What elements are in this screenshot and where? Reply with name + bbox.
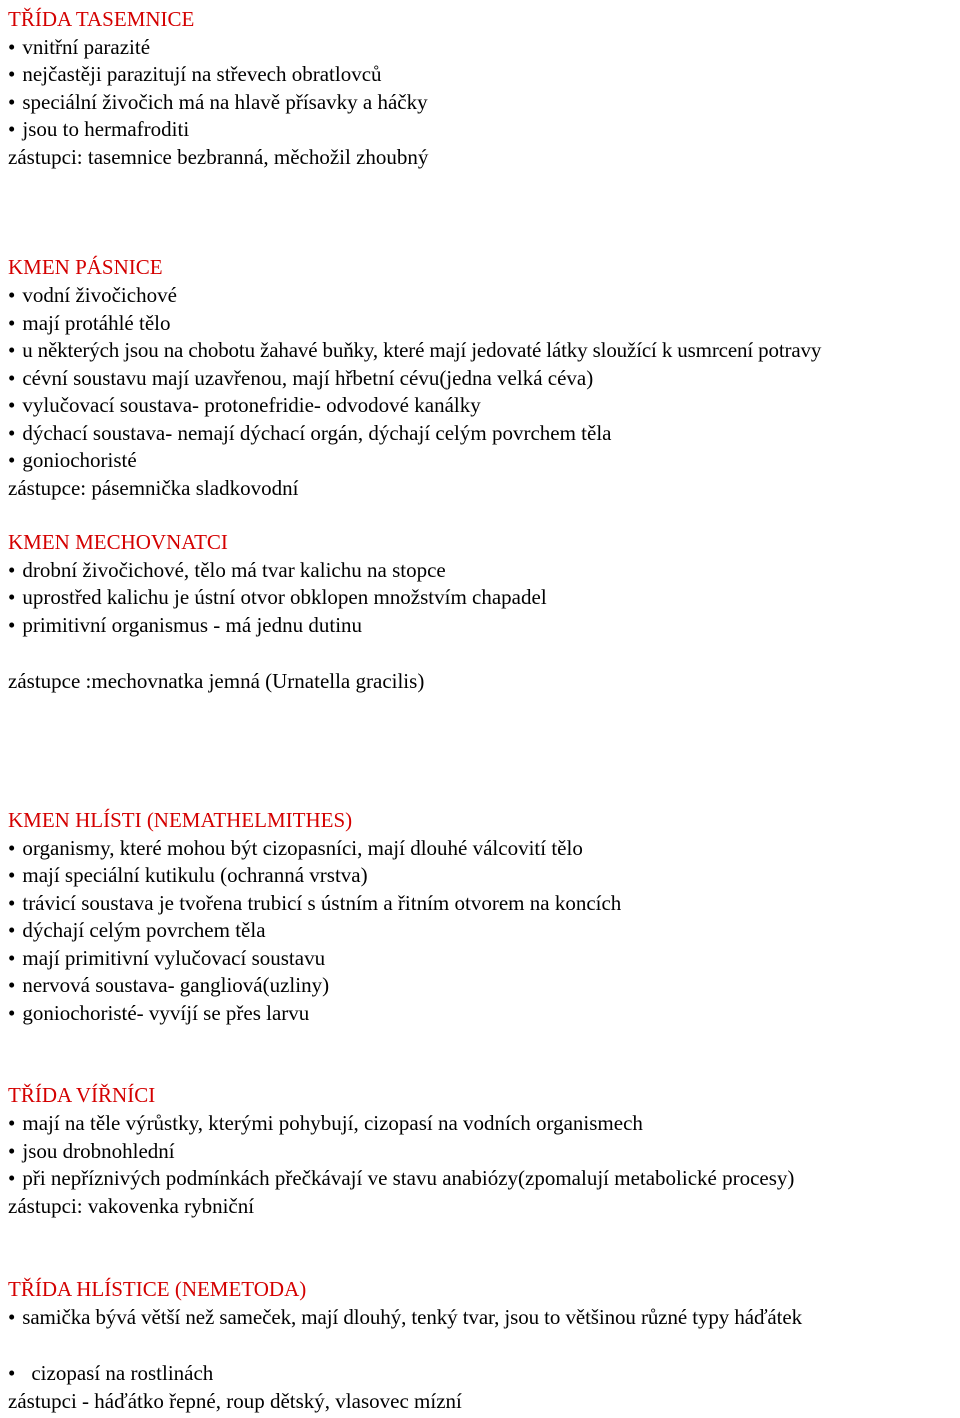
section-heading-hlisti: KMEN HLÍSTI (NEMATHELMITHES) — [8, 808, 353, 832]
list-item: • vylučovací soustava- protonefridie- odvodové kanálky — [8, 392, 481, 419]
section-heading-hlistice: TŘÍDA HLÍSTICE (NEMETODA) — [8, 1277, 307, 1301]
list-item: • drobní živočichové, tělo má tvar kalichu na stopce — [8, 557, 446, 584]
section-heading-mechovnatci: KMEN MECHOVNATCI — [8, 530, 228, 554]
list-item: • speciální živočich má na hlavě přísavky a háčky — [8, 89, 428, 116]
representatives-text: zástupci: vakovenka rybniční — [8, 1194, 255, 1218]
list-item: • vnitřní parazité — [8, 34, 150, 61]
list-item: • samička bývá větší než sameček, mají dlouhý, tenký tvar, jsou to většinou různé typy háďátek — [8, 1304, 802, 1331]
list-item: • trávicí soustava je tvořena trubicí s ústním a řitním otvorem na koncích — [8, 890, 621, 917]
representatives-text: zástupce :mechovnatka jemná (Urnatella gracilis) — [8, 669, 425, 693]
representatives-text: zástupci: tasemnice bezbranná, měchožil zhoubný — [8, 145, 429, 169]
section-heading-virnici: TŘÍDA VÍŘNÍCI — [8, 1083, 156, 1107]
list-item: • nejčastěji parazitují na střevech obratlovců — [8, 61, 382, 88]
list-item: • mají na těle výrůstky, kterými pohybují, cizopasí na vodních organismech — [8, 1110, 643, 1137]
section-heading-tasemnice: TŘÍDA TASEMNICE — [8, 7, 195, 31]
list-item: • uprostřed kalichu je ústní otvor obklopen množstvím chapadel — [8, 584, 547, 611]
list-item: • goniochoristé- vyvíjí se přes larvu — [8, 1000, 309, 1027]
list-item: • cizopasí na rostlinách — [8, 1360, 213, 1387]
list-item: • dýchací soustava- nemají dýchací orgán, dýchají celým povrchem těla — [8, 420, 612, 447]
list-item: • jsou to hermafroditi — [8, 116, 189, 143]
list-item: • cévní soustavu mají uzavřenou, mají hřbetní cévu(jedna velká céva) — [8, 365, 593, 392]
list-item: • primitivní organismus - má jednu dutinu — [8, 612, 362, 639]
list-item: • jsou drobnohlední — [8, 1138, 175, 1165]
list-item: • vodní živočichové — [8, 282, 177, 309]
list-item: • goniochoristé — [8, 447, 137, 474]
list-item: • nervová soustava- gangliová(uzliny) — [8, 972, 329, 999]
list-item: • organismy, které mohou být cizopasníci, mají dlouhé válcovití tělo — [8, 835, 583, 862]
representatives-text: zástupce: pásemnička sladkovodní — [8, 476, 299, 500]
representatives-text: zástupci - háďátko řepné, roup dětský, vlasovec mízní — [8, 1389, 462, 1413]
list-item: • při nepříznivých podmínkách přečkávají ve stavu anabiózy(zpomalují metabolické procesy) — [8, 1165, 794, 1192]
list-item: • mají protáhlé tělo — [8, 310, 170, 337]
list-item: • mají primitivní vylučovací soustavu — [8, 945, 325, 972]
list-item: • dýchají celým povrchem těla — [8, 917, 266, 944]
section-heading-pasnice: KMEN PÁSNICE — [8, 255, 163, 279]
list-item: • mají speciální kutikulu (ochranná vrstva) — [8, 862, 368, 889]
list-item: • u některých jsou na chobotu žahavé buňky, které mají jedovaté látky sloužící k usmrcení potravy — [8, 337, 821, 364]
